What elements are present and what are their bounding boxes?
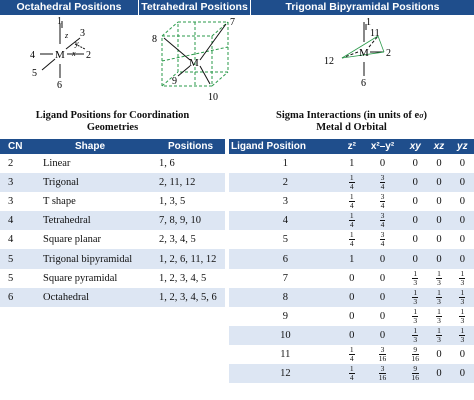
table-cell: 0 <box>451 211 474 230</box>
table-cell: 0 <box>403 173 427 192</box>
fraction: $\frac{1}{3}$ <box>437 268 441 287</box>
sigma-table-header <box>229 139 474 154</box>
sigma-caption-line2: Metal d Orbital <box>316 122 387 133</box>
table-row <box>0 269 225 288</box>
table-cell: 0 <box>451 173 474 192</box>
table-cell: 0 <box>403 211 427 230</box>
fraction: $\frac{1}{3}$ <box>437 306 441 325</box>
table-cell <box>427 288 450 307</box>
fraction: $\frac{1}{3}$ <box>460 287 465 306</box>
fraction: $\frac{9}{16}$ <box>411 364 419 383</box>
tbp-pos-12: 12 <box>324 56 334 67</box>
table-row <box>0 211 225 230</box>
sigma-caption-close: ) <box>423 110 428 121</box>
col-ligand-position: Ligand Position <box>229 139 342 154</box>
table-cell: 0 <box>427 249 450 268</box>
table-cell <box>342 211 362 230</box>
table-cell <box>342 364 362 383</box>
table-cell: 4 <box>8 234 14 246</box>
fraction: $\frac{1}{3}$ <box>413 325 418 344</box>
trigonal-bipyramidal-diagram <box>320 16 410 96</box>
table-cell: 5 <box>8 272 14 284</box>
table-cell: 2, 11, 12 <box>156 173 225 192</box>
table-cell <box>403 288 427 307</box>
table-row <box>229 364 474 383</box>
table-row <box>229 230 474 249</box>
table-cell: 12 <box>229 364 342 383</box>
table-cell <box>451 307 474 326</box>
fraction: $\frac{9}{16}$ <box>411 344 419 363</box>
table-row <box>229 173 474 192</box>
table-cell: 0 <box>436 234 442 246</box>
table-cell: 0 <box>459 196 465 208</box>
table-cell <box>451 269 474 288</box>
table-cell <box>403 326 427 345</box>
fraction: $\frac{1}{3}$ <box>413 287 418 306</box>
table-cell <box>403 345 427 364</box>
table-row <box>0 249 225 268</box>
table-cell: 7, 8, 9, 10 <box>156 211 225 230</box>
ligand-positions-table <box>0 139 225 307</box>
table-cell <box>362 192 403 211</box>
table-cell: 0 <box>436 348 442 360</box>
col-z2: z² <box>342 139 362 154</box>
table-cell: 6 <box>0 288 31 307</box>
tet-pos-8: 8 <box>152 34 157 45</box>
table-cell <box>427 269 450 288</box>
ligand-table-caption <box>0 110 225 134</box>
table-cell: 3 <box>282 196 288 208</box>
table-row <box>229 192 474 211</box>
table-cell: Octahedral <box>31 288 156 307</box>
oct-metal: M <box>55 49 65 61</box>
table-cell: 1, 6 <box>159 158 175 170</box>
tet-metal: M <box>189 57 199 69</box>
table-row <box>229 307 474 326</box>
fraction: $\frac{1}{4}$ <box>349 192 354 211</box>
oct-axis-z: z <box>65 31 69 40</box>
fraction: $\frac{3}{16}$ <box>378 344 387 363</box>
table-cell: 1, 2, 3, 4, 5 <box>159 272 207 284</box>
sigma-interactions-table <box>229 139 474 383</box>
col-positions: Positions <box>156 139 225 154</box>
tbp-pos-11: 11 <box>370 28 380 39</box>
table-cell: 0 <box>379 272 386 284</box>
table-cell: 0 <box>459 348 465 360</box>
table-cell: 1 <box>349 158 355 170</box>
tet-pos-9: 9 <box>172 76 177 87</box>
table-cell: 0 <box>427 211 450 230</box>
ligand-table-header <box>0 139 225 154</box>
fraction: $\frac{3}{4}$ <box>380 192 385 211</box>
table-cell <box>362 230 403 249</box>
table-cell: 1 <box>342 249 362 268</box>
table-cell: 0 <box>349 272 355 284</box>
table-cell: 0 <box>342 326 362 345</box>
table-row <box>0 230 225 249</box>
table-cell: 1, 2, 3, 4, 5, 6 <box>156 288 225 307</box>
table-cell: 0 <box>436 158 442 170</box>
table-cell: 0 <box>427 173 450 192</box>
sigma-caption-text: Sigma Interactions (in units of e <box>275 110 420 121</box>
table-cell <box>362 345 403 364</box>
table-cell: 0 <box>349 310 355 322</box>
ligand-caption-line2: Geometries <box>86 122 139 133</box>
table-cell <box>403 364 427 383</box>
col-shape: Shape <box>31 139 156 154</box>
fraction: $\frac{1}{4}$ <box>349 173 354 192</box>
fraction: $\frac{1}{3}$ <box>460 268 465 287</box>
table-row <box>0 173 225 192</box>
fraction: $\frac{1}{3}$ <box>413 268 418 287</box>
col-xy: xy <box>403 139 427 154</box>
table-cell <box>403 307 427 326</box>
table-cell: 4 <box>229 211 342 230</box>
sigma-caption-sub: σ <box>419 111 424 120</box>
oct-pos-2: 2 <box>86 50 91 61</box>
table-cell: 2 <box>8 158 14 170</box>
table-cell <box>362 211 403 230</box>
tet-pos-7: 7 <box>230 17 235 28</box>
table-cell: 0 <box>451 249 474 268</box>
table-cell <box>427 307 450 326</box>
table-cell: 0 <box>459 234 465 246</box>
table-cell <box>342 192 362 211</box>
fraction: $\frac{1}{3}$ <box>460 306 465 325</box>
table-cell <box>451 288 474 307</box>
table-row <box>0 192 225 211</box>
fraction: $\frac{1}{3}$ <box>460 325 465 344</box>
table-cell: 0 <box>459 158 465 170</box>
ligand-caption-line1: Ligand Positions for Coordination <box>35 110 190 121</box>
oct-pos-5: 5 <box>32 68 37 79</box>
table-row <box>0 288 225 307</box>
table-cell: 10 <box>229 326 342 345</box>
table-row <box>229 288 474 307</box>
oct-axis-y: y <box>75 39 79 48</box>
table-cell: 3 <box>8 196 14 208</box>
table-cell: 1, 2, 6, 11, 12 <box>156 249 225 268</box>
table-cell: 0 <box>427 364 450 383</box>
table-cell: 9 <box>282 310 288 322</box>
oct-pos-3: 3 <box>80 28 85 39</box>
fraction: $\frac{1}{4}$ <box>349 344 354 363</box>
table-cell: 7 <box>282 272 288 284</box>
fraction: $\frac{3}{4}$ <box>380 173 385 192</box>
table-cell: 8 <box>229 288 342 307</box>
table-cell: 1 <box>282 158 288 170</box>
table-cell: Trigonal bipyramidal <box>31 249 156 268</box>
table-cell <box>403 269 427 288</box>
oct-pos-6: 6 <box>57 80 62 91</box>
col-x2y2: x²–y² <box>362 139 403 154</box>
table-cell: 5 <box>282 234 288 246</box>
header-octahedral: Octahedral Positions <box>0 0 138 15</box>
header-trigonal-bipyramidal: Trigonal Bipyramidal Positions <box>251 0 474 15</box>
table-cell: 4 <box>0 211 31 230</box>
table-cell: 2 <box>229 173 342 192</box>
table-row <box>229 269 474 288</box>
col-yz: yz <box>451 139 474 154</box>
oct-axis-x: x <box>72 49 76 58</box>
fraction: $\frac{3}{4}$ <box>380 211 385 230</box>
table-cell: 0 <box>362 326 403 345</box>
table-cell <box>362 364 403 383</box>
table-cell: Square pyramidal <box>43 272 118 284</box>
col-xz: xz <box>427 139 450 154</box>
tbp-pos-2: 2 <box>386 48 391 59</box>
tbp-pos-1: 1 <box>366 17 371 28</box>
oct-pos-4: 4 <box>30 50 35 61</box>
octahedral-diagram <box>20 16 130 96</box>
table-cell: 0 <box>362 288 403 307</box>
header-tetrahedral: Tetrahedral Positions <box>139 0 250 15</box>
table-cell: 0 <box>412 158 418 170</box>
table-cell <box>342 173 362 192</box>
oct-pos-1: 1 <box>57 16 62 27</box>
table-cell: Square planar <box>43 234 102 246</box>
fraction: $\frac{1}{3}$ <box>413 306 418 325</box>
tet-pos-10: 10 <box>208 92 218 103</box>
table-cell: 0 <box>379 158 386 170</box>
table-cell: 2, 3, 4, 5 <box>159 234 196 246</box>
table-cell: 0 <box>412 196 418 208</box>
table-cell: 5 <box>0 249 31 268</box>
table-cell: 1, 3, 5 <box>159 196 186 208</box>
table-cell <box>342 345 362 364</box>
table-cell: 0 <box>412 234 418 246</box>
table-cell <box>451 326 474 345</box>
table-row <box>229 154 474 173</box>
table-cell: 0 <box>403 249 427 268</box>
table-cell: 3 <box>0 173 31 192</box>
col-cn: CN <box>0 139 31 154</box>
fraction: $\frac{1}{4}$ <box>349 230 354 249</box>
tbp-metal: M <box>359 47 369 59</box>
table-cell <box>362 173 403 192</box>
table-cell: 0 <box>379 310 386 322</box>
tetrahedral-diagram <box>150 16 245 106</box>
fraction: $\frac{1}{3}$ <box>437 325 441 344</box>
table-cell: T shape <box>43 196 76 208</box>
fraction: $\frac{1}{4}$ <box>349 211 354 230</box>
table-cell: 6 <box>229 249 342 268</box>
sigma-caption-line1 <box>229 110 474 122</box>
table-cell: Trigonal <box>31 173 156 192</box>
tbp-pos-6: 6 <box>361 78 366 89</box>
table-cell: 0 <box>451 364 474 383</box>
fraction: $\frac{1}{3}$ <box>437 287 441 306</box>
table-cell <box>342 230 362 249</box>
table-cell: 11 <box>280 348 291 360</box>
table-cell: 0 <box>362 249 403 268</box>
table-row <box>229 249 474 268</box>
table-row <box>0 154 225 173</box>
fraction: $\frac{3}{4}$ <box>380 230 385 249</box>
table-row <box>229 326 474 345</box>
fraction: $\frac{3}{16}$ <box>378 364 387 383</box>
table-row <box>229 211 474 230</box>
table-cell: 0 <box>436 196 442 208</box>
table-cell: Linear <box>43 158 71 170</box>
table-cell <box>427 326 450 345</box>
table-cell: 0 <box>342 288 362 307</box>
sigma-table-caption <box>229 110 474 134</box>
table-cell: Tetrahedral <box>31 211 156 230</box>
table-row <box>229 345 474 364</box>
fraction: $\frac{1}{4}$ <box>349 364 354 383</box>
